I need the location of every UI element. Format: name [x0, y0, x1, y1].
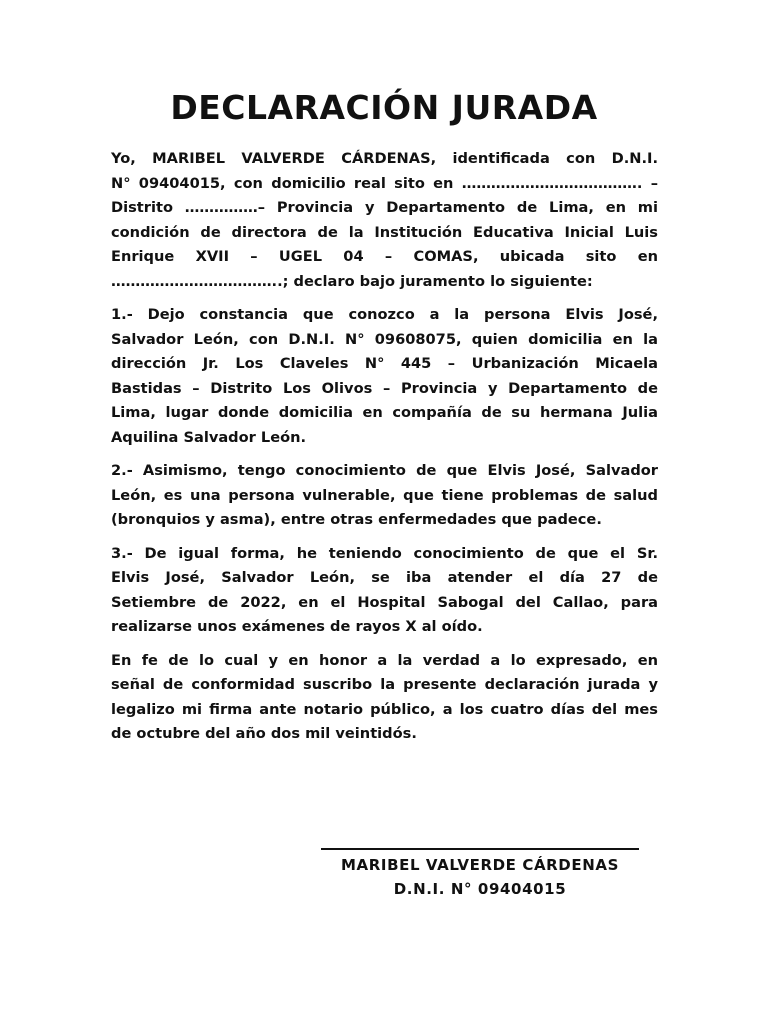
text-line: Salvador León, con D.N.I. N° 09608075, quien domicilia en la	[111, 330, 658, 348]
text-line: Aquilina Salvador León.	[111, 428, 307, 446]
text-line: condición de directora de la Institución Educativa Inicial Luis	[111, 223, 658, 241]
text-line: 3.- De igual forma, he teniendo conocimiento de que el Sr.	[111, 544, 658, 562]
text-line: realizarse unos exámenes de rayos X al oído.	[111, 618, 483, 635]
paragraph-intro	[111, 147, 658, 294]
text-line: 2.- Asimismo, tengo conocimiento de que Elvis José, Salvador	[111, 462, 658, 479]
text-line: Enrique XVII – UGEL 04 – COMAS, ubicada sito en	[111, 248, 658, 265]
text-line: de octubre del año dos mil veintidós.	[111, 725, 417, 742]
text-line: señal de conformidad suscribo la presente declaración jurada y	[111, 676, 658, 693]
signer-dni: D.N.I. N° 09404015	[393, 880, 567, 898]
text-line: Setiembre de 2022, en el Hospital Sabogal del Callao, para	[111, 593, 658, 611]
text-line: legalizo mi firma ante notario público, a los cuatro días del mes	[111, 700, 658, 718]
text-line: 1.- Dejo constancia que conozco a la persona Elvis José,	[111, 306, 658, 323]
paragraph-item-1	[111, 303, 658, 450]
text-line: N° 09404015, con domicilio real sito en ………………………………. –	[111, 174, 658, 192]
text-line: León, es una persona vulnerable, que tiene problemas de salud	[111, 486, 658, 504]
text-line: Lima, lugar donde domicilia en compañía de su hermana Julia	[111, 404, 658, 421]
document-body	[111, 147, 658, 756]
text-line: Distrito ……………– Provincia y Departamento de Lima, en mi	[111, 199, 658, 216]
text-line: Yo, MARIBEL VALVERDE CÁRDENAS, identificada con D.N.I.	[111, 150, 658, 167]
document-title: DECLARACIÓN JURADA	[170, 88, 598, 127]
signer-name: MARIBEL VALVERDE CÁRDENAS	[341, 856, 619, 874]
paragraph-item-3	[111, 542, 658, 640]
text-line: Elvis José, Salvador León, se iba atender el día 27 de	[111, 569, 658, 586]
paragraph-item-2	[111, 459, 658, 533]
paragraph-closing	[111, 649, 658, 747]
text-line: En fe de lo cual y en honor a la verdad a lo expresado, en	[111, 651, 658, 669]
signature-line	[321, 848, 639, 850]
text-line: Bastidas – Distrito Los Olivos – Provincia y Departamento de	[111, 379, 658, 397]
text-line: (bronquios y asma), entre otras enfermedades que padece.	[111, 511, 602, 528]
text-line: dirección Jr. Los Claveles N° 445 – Urbanización Micaela	[111, 355, 658, 372]
text-line: ……………………………..; declaro bajo juramento lo siguiente:	[111, 272, 593, 290]
